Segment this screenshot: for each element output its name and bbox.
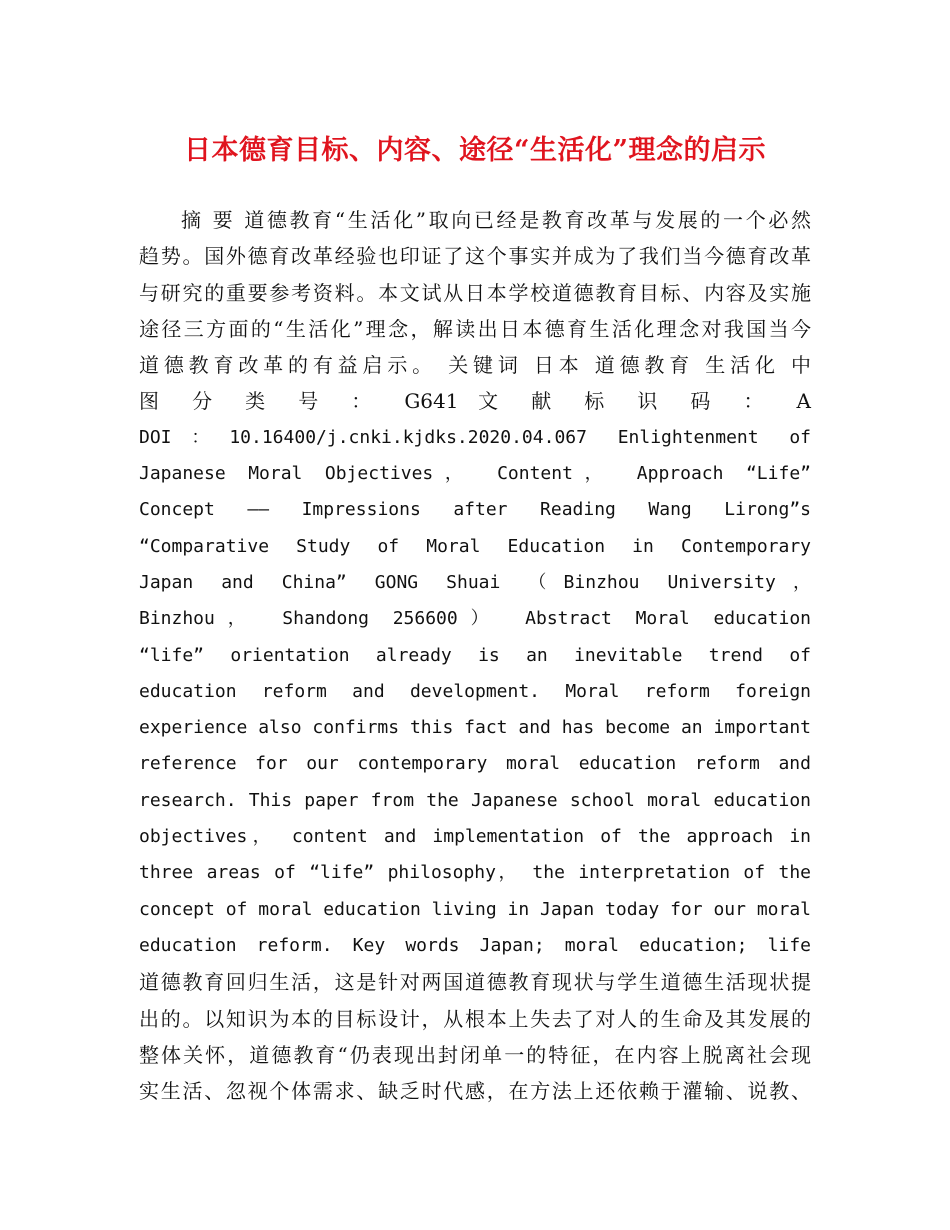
text-line: 实生活、忽视个体需求、缺乏时代感，在方法上还依赖于灌输、说教、 xyxy=(139,1079,811,1104)
document-body xyxy=(139,202,811,1109)
text-line: Concept —— Impressions after Reading Wang Lirong”s xyxy=(139,499,811,521)
text-line: objectives， content and implementation of the approach in xyxy=(139,826,811,848)
text-line: 道德教育改革的有益启示。 关键词 日本 道德教育 生活化 中 xyxy=(139,353,811,378)
text-line: 图 分 类 号 ： G641 文 献 标 识 码 ： A xyxy=(139,389,811,414)
text-line: 出的。以知识为本的目标设计，从根本上失去了对人的生命及其发展的 xyxy=(139,1006,811,1031)
text-line: 与研究的重要参考资料。本文试从日本学校道德教育目标、内容及实施 xyxy=(139,280,811,305)
text-line: reference for our contemporary moral education reform and xyxy=(139,753,811,775)
text-line: DOI：10.16400/j.cnki.kjdks.2020.04.067 Enlightenment of xyxy=(139,426,811,448)
text-line: 趋势。国外德育改革经验也印证了这个事实并成为了我们当今德育改革 xyxy=(139,244,811,269)
document-title: 日本德育目标、内容、途径“生活化”理念的启示 xyxy=(183,135,767,166)
text-line: experience also confirms this fact and has become an important xyxy=(139,717,811,739)
text-line: Japanese Moral Objectives， Content， Approach “Life” xyxy=(139,463,811,485)
text-line: “life” orientation already is an inevitable trend of xyxy=(139,644,811,666)
text-line: research. This paper from the Japanese school moral education xyxy=(139,789,811,811)
text-line: education reform. Key words Japan; moral education; life xyxy=(139,934,811,956)
text-line: education reform and development. Moral reform foreign xyxy=(139,680,811,702)
text-line: 摘 要 道德教育“生活化”取向已经是教育改革与发展的一个必然 xyxy=(181,208,811,232)
text-line: Binzhou， Shandong 256600） Abstract Moral education xyxy=(139,608,811,630)
text-line: three areas of “life” philosophy， the interpretation of the xyxy=(139,862,811,884)
text-line: 整体关怀，道德教育“仍表现出封闭单一的特征，在内容上脱离社会现 xyxy=(139,1042,811,1067)
text-line: Japan and China” GONG Shuai （Binzhou University， xyxy=(139,571,811,593)
text-line: concept of moral education living in Japan today for our moral xyxy=(139,898,811,920)
text-line: “Comparative Study of Moral Education in Contemporary xyxy=(139,535,811,557)
text-line: 道德教育回归生活，这是针对两国道德教育现状与学生道德生活现状提 xyxy=(139,970,811,995)
text-line: 途径三方面的“生活化”理念，解读出日本德育生活化理念对我国当今 xyxy=(139,316,811,341)
